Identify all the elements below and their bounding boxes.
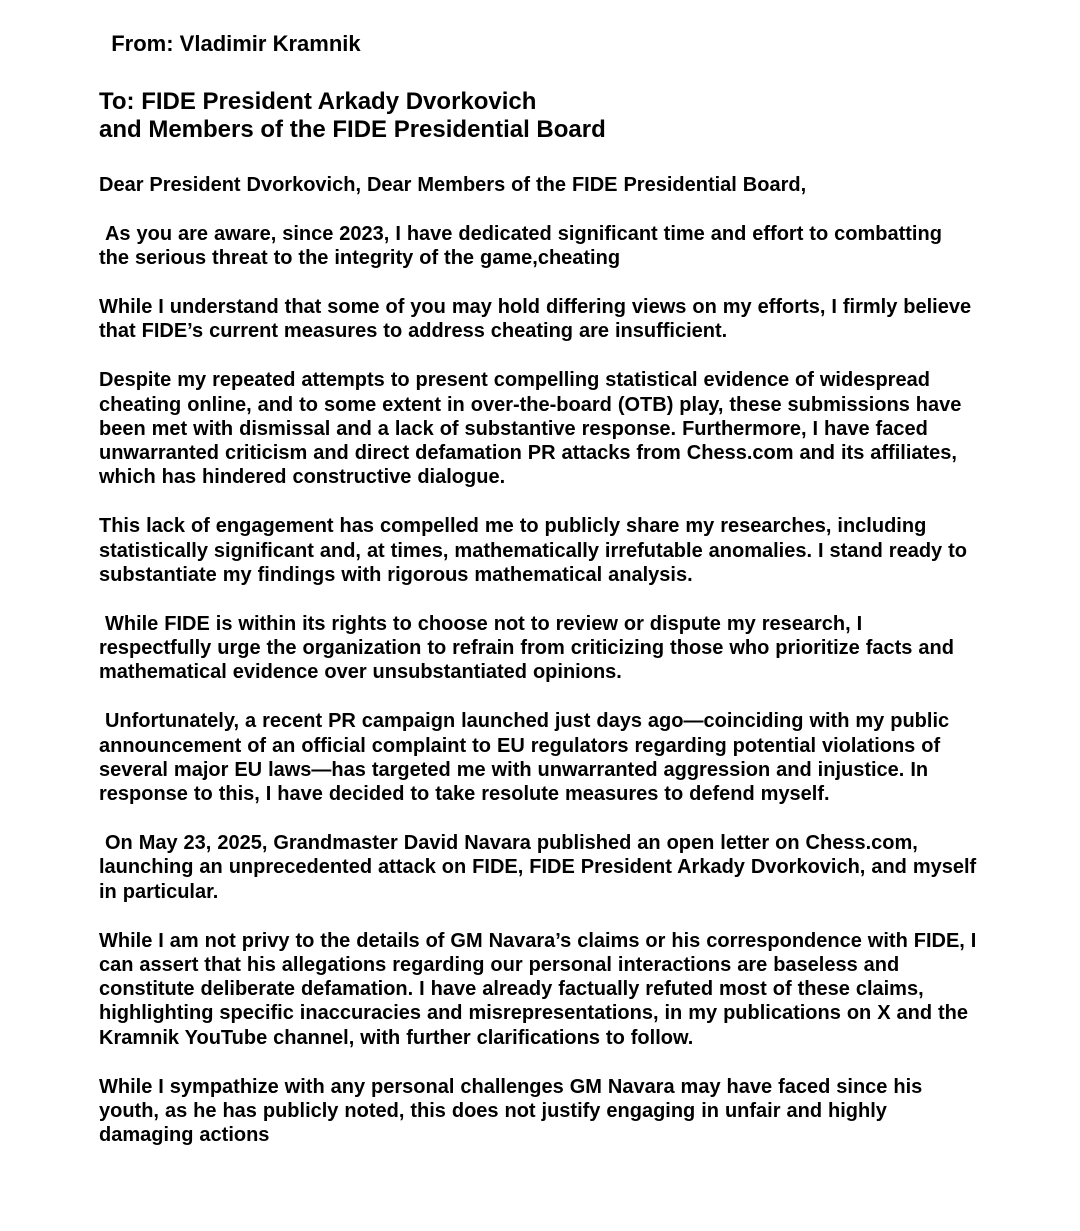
letter-paragraph: On May 23, 2025, Grandmaster David Navara published an open letter on Chess.com, launching an unprecedented attack on FIDE, FIDE President Arkady Dvorkovich, and myself in particular. [99,832,983,903]
letter-paragraph: While I understand that some of you may hold differing views on my efforts, I firmly believe that FIDE’s current measures to address cheating are insufficient. [99,296,978,343]
letter-from-line: From: Vladimir Kramnik [99,31,361,56]
letter-salutation: Dear President Dvorkovich, Dear Members of the FIDE Presidential Board, [99,174,807,196]
letter-to-line-2: and Members of the FIDE Presidential Board [99,116,606,143]
letter-to-block [99,88,977,144]
letter-to-line-1: To: FIDE President Arkady Dvorkovich [99,88,537,115]
letter-paragraph: Unfortunately, a recent PR campaign launched just days ago—coinciding with my public announcement of an official complaint to EU regulators regarding potential violations of several major EU laws—has targeted me with unwarranted aggression and injustice. In response to this, I have decided to take resolute measures to defend myself. [99,710,956,806]
letter-paragraph: While I am not privy to the details of GM Navara’s claims or his correspondence with FIDE, I can assert that his allegations regarding our personal interactions are baseless and constitute deliberate defamation. I have already factually refuted most of these claims, highlighting specific inaccuracies and misrepresentations, in my publications on X and the Kramnik YouTube channel, with further clarifications to follow. [99,929,983,1049]
letter-paragraph: This lack of engagement has compelled me to publicly share my researches, including statistically significant and, at times, mathematically irrefutable anomalies. I stand ready to substantiate my findings with rigorous mathematical analysis. [99,515,973,586]
letter-paragraph: While I sympathize with any personal challenges GM Navara may have faced since his youth, as he has publicly noted, this does not justify engaging in unfair and highly damaging actions [99,1075,929,1147]
letter-paragraph: While FIDE is within its rights to choose not to review or dispute my research, I respectfully urge the organization to refrain from criticizing those who prioritize facts and mathematical evidence over unsubstantiated opinions. [99,612,960,684]
letter-paragraph: As you are aware, since 2023, I have dedicated significant time and effort to combatting the serious threat to the integrity of the game,cheating [99,222,948,270]
letter-paragraph: Despite my repeated attempts to present compelling statistical evidence of widespread cheating online, and to some extent in over-the-board (OTB) play, these submissions have been met with dismissal and a lack of substantive response. Furthermore, I have faced unwarranted criticism and direct defamation PR attacks from Chess.com and its affiliates, which has hindered constructive dialogue. [99,369,968,489]
